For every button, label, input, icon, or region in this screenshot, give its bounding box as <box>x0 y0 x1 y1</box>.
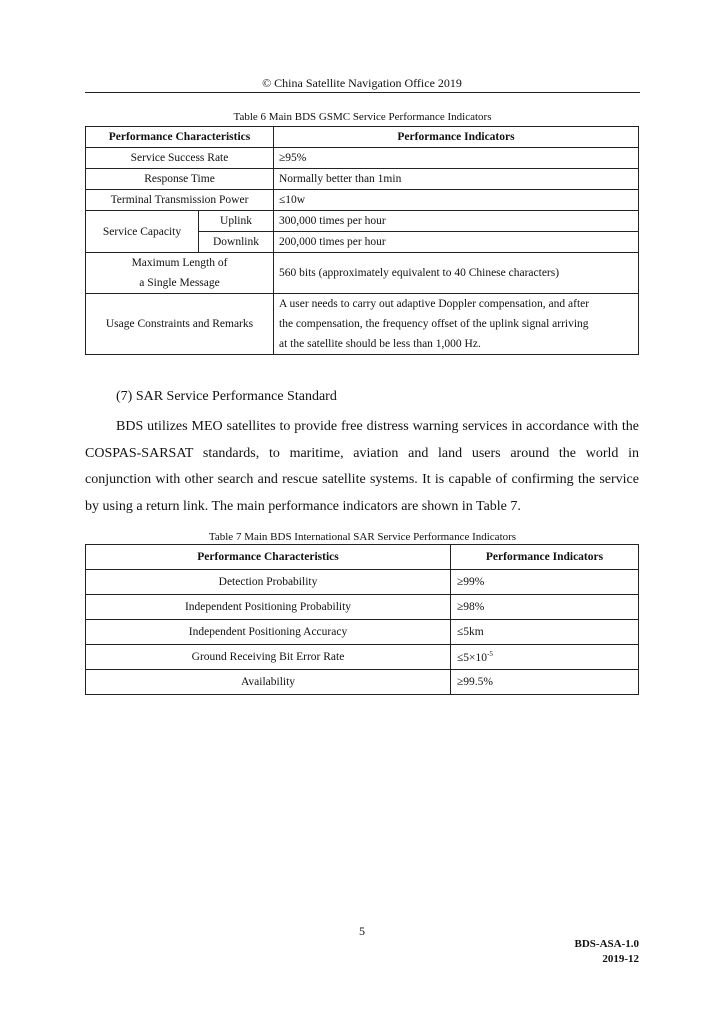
value-exponent: -5 <box>487 650 493 659</box>
table-row <box>86 570 639 595</box>
cell-label: Detection Probability <box>86 570 451 595</box>
table-row <box>86 190 639 211</box>
cell-value <box>274 294 639 355</box>
cell-value: ≥95% <box>274 148 639 169</box>
cell-value-line: at the satellite should be less than 1,000 Hz. <box>279 338 481 350</box>
header-divider <box>85 92 640 93</box>
cell-value: 560 bits (approximately equivalent to 40 Chinese characters) <box>274 253 639 294</box>
cell-value: ≤10w <box>274 190 639 211</box>
cell-label: Availability <box>86 670 451 695</box>
cell-value: 300,000 times per hour <box>274 211 639 232</box>
table-row <box>86 148 639 169</box>
table7 <box>85 544 639 695</box>
cell-label-line: a Single Message <box>139 277 220 289</box>
cell-label: Response Time <box>86 169 274 190</box>
table-row <box>86 670 639 695</box>
cell-value: 200,000 times per hour <box>274 232 639 253</box>
table6-header-characteristics: Performance Characteristics <box>86 127 274 148</box>
table7-header-indicators: Performance Indicators <box>451 545 639 570</box>
cell-label <box>86 253 274 294</box>
table-row <box>86 211 639 232</box>
cell-label: Independent Positioning Probability <box>86 595 451 620</box>
cell-value: ≥99% <box>451 570 639 595</box>
value-base: ≤5×10 <box>457 651 488 664</box>
page-header-copyright: © China Satellite Navigation Office 2019 <box>262 76 462 90</box>
cell-value: ≥98% <box>451 595 639 620</box>
table7-header-characteristics: Performance Characteristics <box>86 545 451 570</box>
cell-label-line: Maximum Length of <box>131 257 228 269</box>
cell-value: Normally better than 1min <box>274 169 639 190</box>
cell-sublabel-uplink: Uplink <box>199 211 274 232</box>
table-row <box>86 169 639 190</box>
table7-header-row <box>86 545 639 570</box>
document-id: BDS-ASA-1.0 <box>574 938 639 950</box>
page-number: 5 <box>359 924 365 938</box>
cell-value <box>451 645 639 670</box>
cell-label: Service Success Rate <box>86 148 274 169</box>
cell-value-line: A user needs to carry out adaptive Doppler compensation, and after <box>279 298 590 310</box>
table6-caption: Table 6 Main BDS GSMC Service Performance Indicators <box>233 111 492 123</box>
table6-header-row <box>86 127 639 148</box>
cell-label: Terminal Transmission Power <box>86 190 274 211</box>
table7-caption: Table 7 Main BDS International SAR Service Performance Indicators <box>208 531 517 543</box>
cell-label: Ground Receiving Bit Error Rate <box>86 645 451 670</box>
table-row <box>86 253 639 294</box>
cell-value-line: the compensation, the frequency offset of the uplink signal arriving <box>279 318 589 330</box>
paragraph-text: BDS utilizes MEO satellites to provide free distress warning services in accordance with the COSPAS-SARSAT standards, to maritime, aviation and land users around the world in conjunction with other search and rescue satellite systems. It is capable of confirming the service by using a return link. The main performance indicators are shown in Table 7. <box>85 419 639 514</box>
table6 <box>85 126 639 355</box>
body-paragraph <box>85 414 639 520</box>
document-date: 2019-12 <box>602 953 639 965</box>
cell-label: Service Capacity <box>86 211 199 253</box>
table-row <box>86 620 639 645</box>
cell-label: Independent Positioning Accuracy <box>86 620 451 645</box>
table6-header-indicators: Performance Indicators <box>274 127 639 148</box>
table-row <box>86 645 639 670</box>
table-row <box>86 294 639 355</box>
cell-value: ≥99.5% <box>451 670 639 695</box>
cell-label: Usage Constraints and Remarks <box>86 294 274 355</box>
table-row <box>86 595 639 620</box>
section-heading: (7) SAR Service Performance Standard <box>116 389 337 404</box>
cell-value: ≤5km <box>451 620 639 645</box>
cell-sublabel-downlink: Downlink <box>199 232 274 253</box>
